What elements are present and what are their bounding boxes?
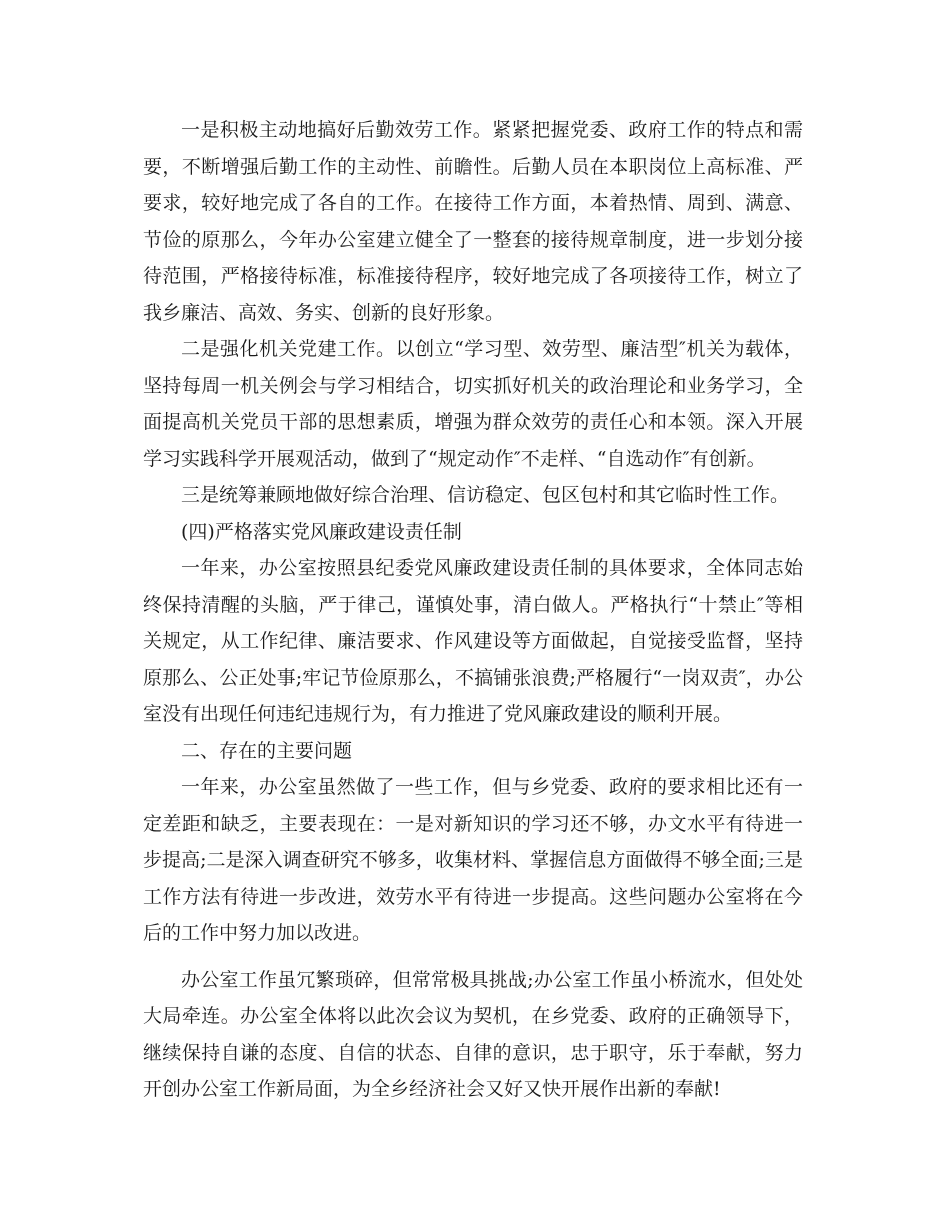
paragraph-problems-details: 一年来，办公室虽然做了一些工作，但与乡党委、政府的要求相比还有一定差距和缺乏，主要表现在：一是对新知识的学习还不够，办文水平有待进一步提高;二是深入调查研究不够多，收集材料、掌握信息方面做得不够全面;三是工作方法有待进一步改进，效劳水平有待进一步提高。这些问题办公室将在今后的工作中努力加以改进。 [143, 776, 803, 944]
paragraph-integrity-details: 一年来，办公室按照县纪委党风廉政建设责任制的具体要求，全体同志始终保持清醒的头脑，严于律己，谨慎处事，清白做人。严格执行“十禁止″等相关规定，从工作纪律、廉洁要求、作风建设等方面做起，自觉接受监督，坚持原那么、公正处事;牢记节俭原那么，不搞铺张浪费;严格履行“一岗双责″，办公室没有出现任何违纪违规行为，有力推进了党风廉政建设的顺利开展。 [143, 557, 803, 725]
paragraph-party-building: 二是强化机关党建工作。以创立“学习型、效劳型、廉洁型″机关为载体，坚持每周一机关例会与学习相结合，切实抓好机关的政治理论和业务学习，全面提高机关党员干部的思想素质，增强为群众效劳的责任心和本领。深入开展学习实践科学开展观活动，做到了“规定动作″不走样、“自选动作″有创新。 [143, 338, 803, 470]
paragraph-conclusion: 办公室工作虽冗繁琐碎，但常常极具挑战;办公室工作虽小桥流水，但处处大局牵连。办公室全体将以此次会议为契机，在乡党委、政府的正确领导下，继续保持自谦的态度、自信的状态、自律的意识，忠于职守，乐于奉献，努力开创办公室工作新局面，为全乡经济社会又好又快开展作出新的奉献! [143, 968, 803, 1100]
paragraph-comprehensive-governance: 三是统筹兼顾地做好综合治理、信访稳定、包区包村和其它临时性工作。 [181, 484, 790, 506]
section-heading-main-problems: 二、存在的主要问题 [181, 739, 353, 762]
section-heading-integrity-responsibility: (四)严格落实党风廉政建设责任制 [181, 520, 462, 543]
paragraph-logistics-service: 一是积极主动地搞好后勤效劳工作。紧紧把握党委、政府工作的特点和需要，不断增强后勤工作的主动性、前瞻性。后勤人员在本职岗位上高标准、严要求，较好地完成了各自的工作。在接待工作方面，本着热情、周到、满意、节俭的原那么，今年办公室建立健全了一整套的接待规章制度，进一步划分接待范围，严格接待标准，标准接待程序，较好地完成了各项接待工作，树立了我乡廉洁、高效、务实、创新的良好形象。 [143, 119, 803, 324]
document-page [143, 112, 803, 1108]
